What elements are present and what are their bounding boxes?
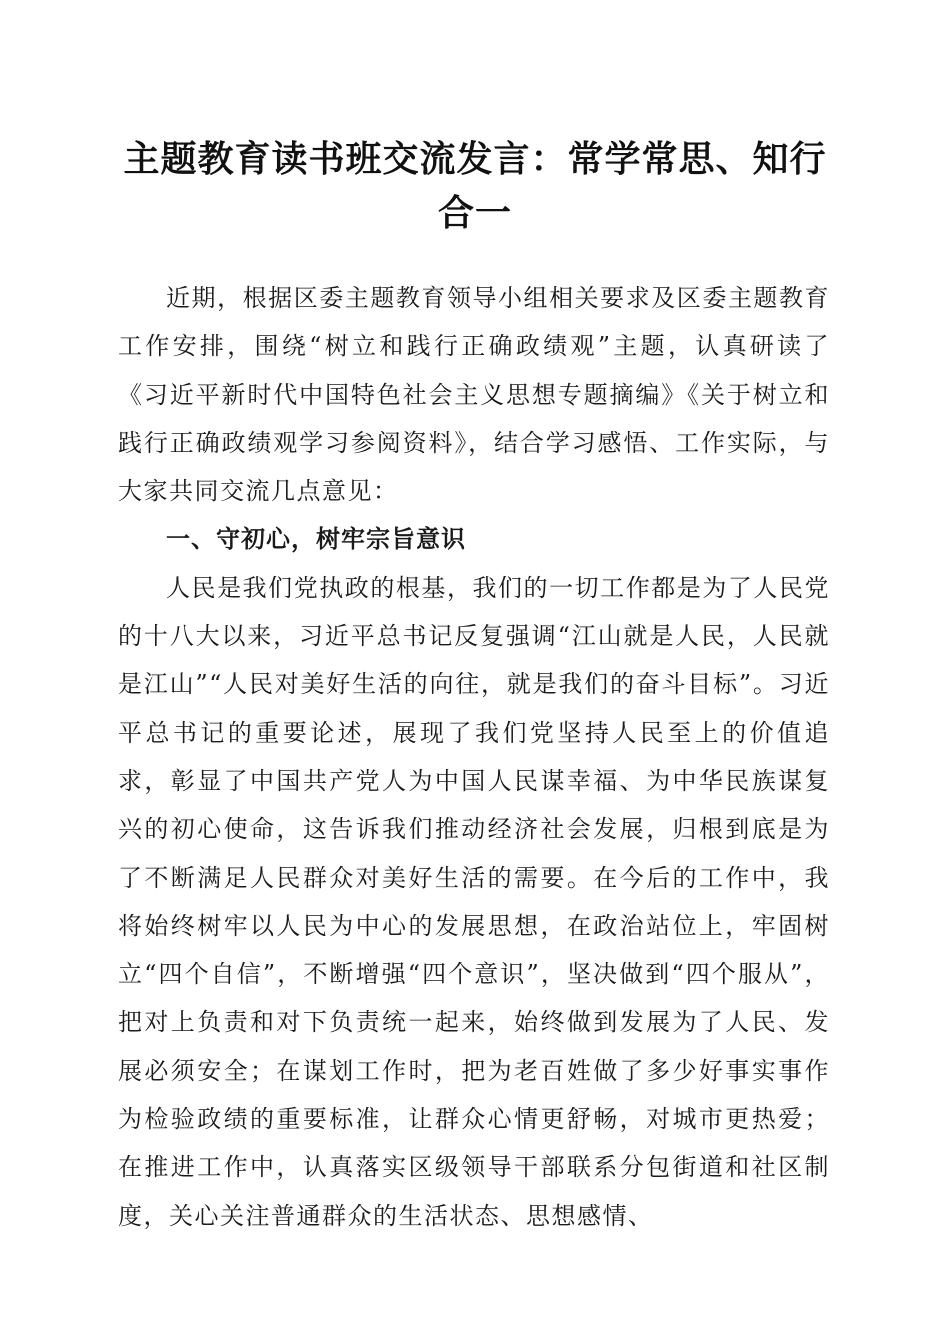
document-title: 主题教育读书班交流发言：常学常思、知行合一 [123, 138, 827, 234]
document-body [118, 274, 830, 1240]
section-heading: 一、守初心，树牢宗旨意识 [166, 525, 466, 554]
section-paragraph: 人民是我们党执政的根基，我们的一切工作都是为了人民党的十八大以来，习近平总书记反复强调“江山就是人民，人民就是江山”“人民对美好生活的向往，就是我们的奋斗目标”。习近平总书记的重要论述，展现了我们党坚持人民至上的价值追求，彰显了中国共产党人为中国人民谋幸福、为中华民族谋复兴的初心使命，这告诉我们推动经济社会发展，归根到底是为了不断满足人民群众对美好生活的需要。在今后的工作中，我将始终树牢以人民为中心的发展思想，在政治站位上，牢固树立“四个自信”，不断增强“四个意识”，坚决做到“四个服从”，把对上负责和对下负责统一起来，始终做到发展为了人民、发展必须安全；在谋划工作时，把为老百姓做了多少好事实事作为检验政绩的重要标准，让群众心情更舒畅，对城市更热爱；在推进工作中，认真落实区级领导干部联系分包街道和社区制度，关心关注普通群众的生活状态、思想感情、 [118, 573, 830, 1230]
intro-paragraph: 近期，根据区委主题教育领导小组相关要求及区委主题教育工作安排，围绕“树立和践行正确政绩观”主题，认真研读了《习近平新时代中国特色社会主义思想专题摘编》《关于树立和践行正确政绩观学习参阅资料》，结合学习感悟、工作实际，与大家共同交流几点意见： [118, 284, 830, 506]
